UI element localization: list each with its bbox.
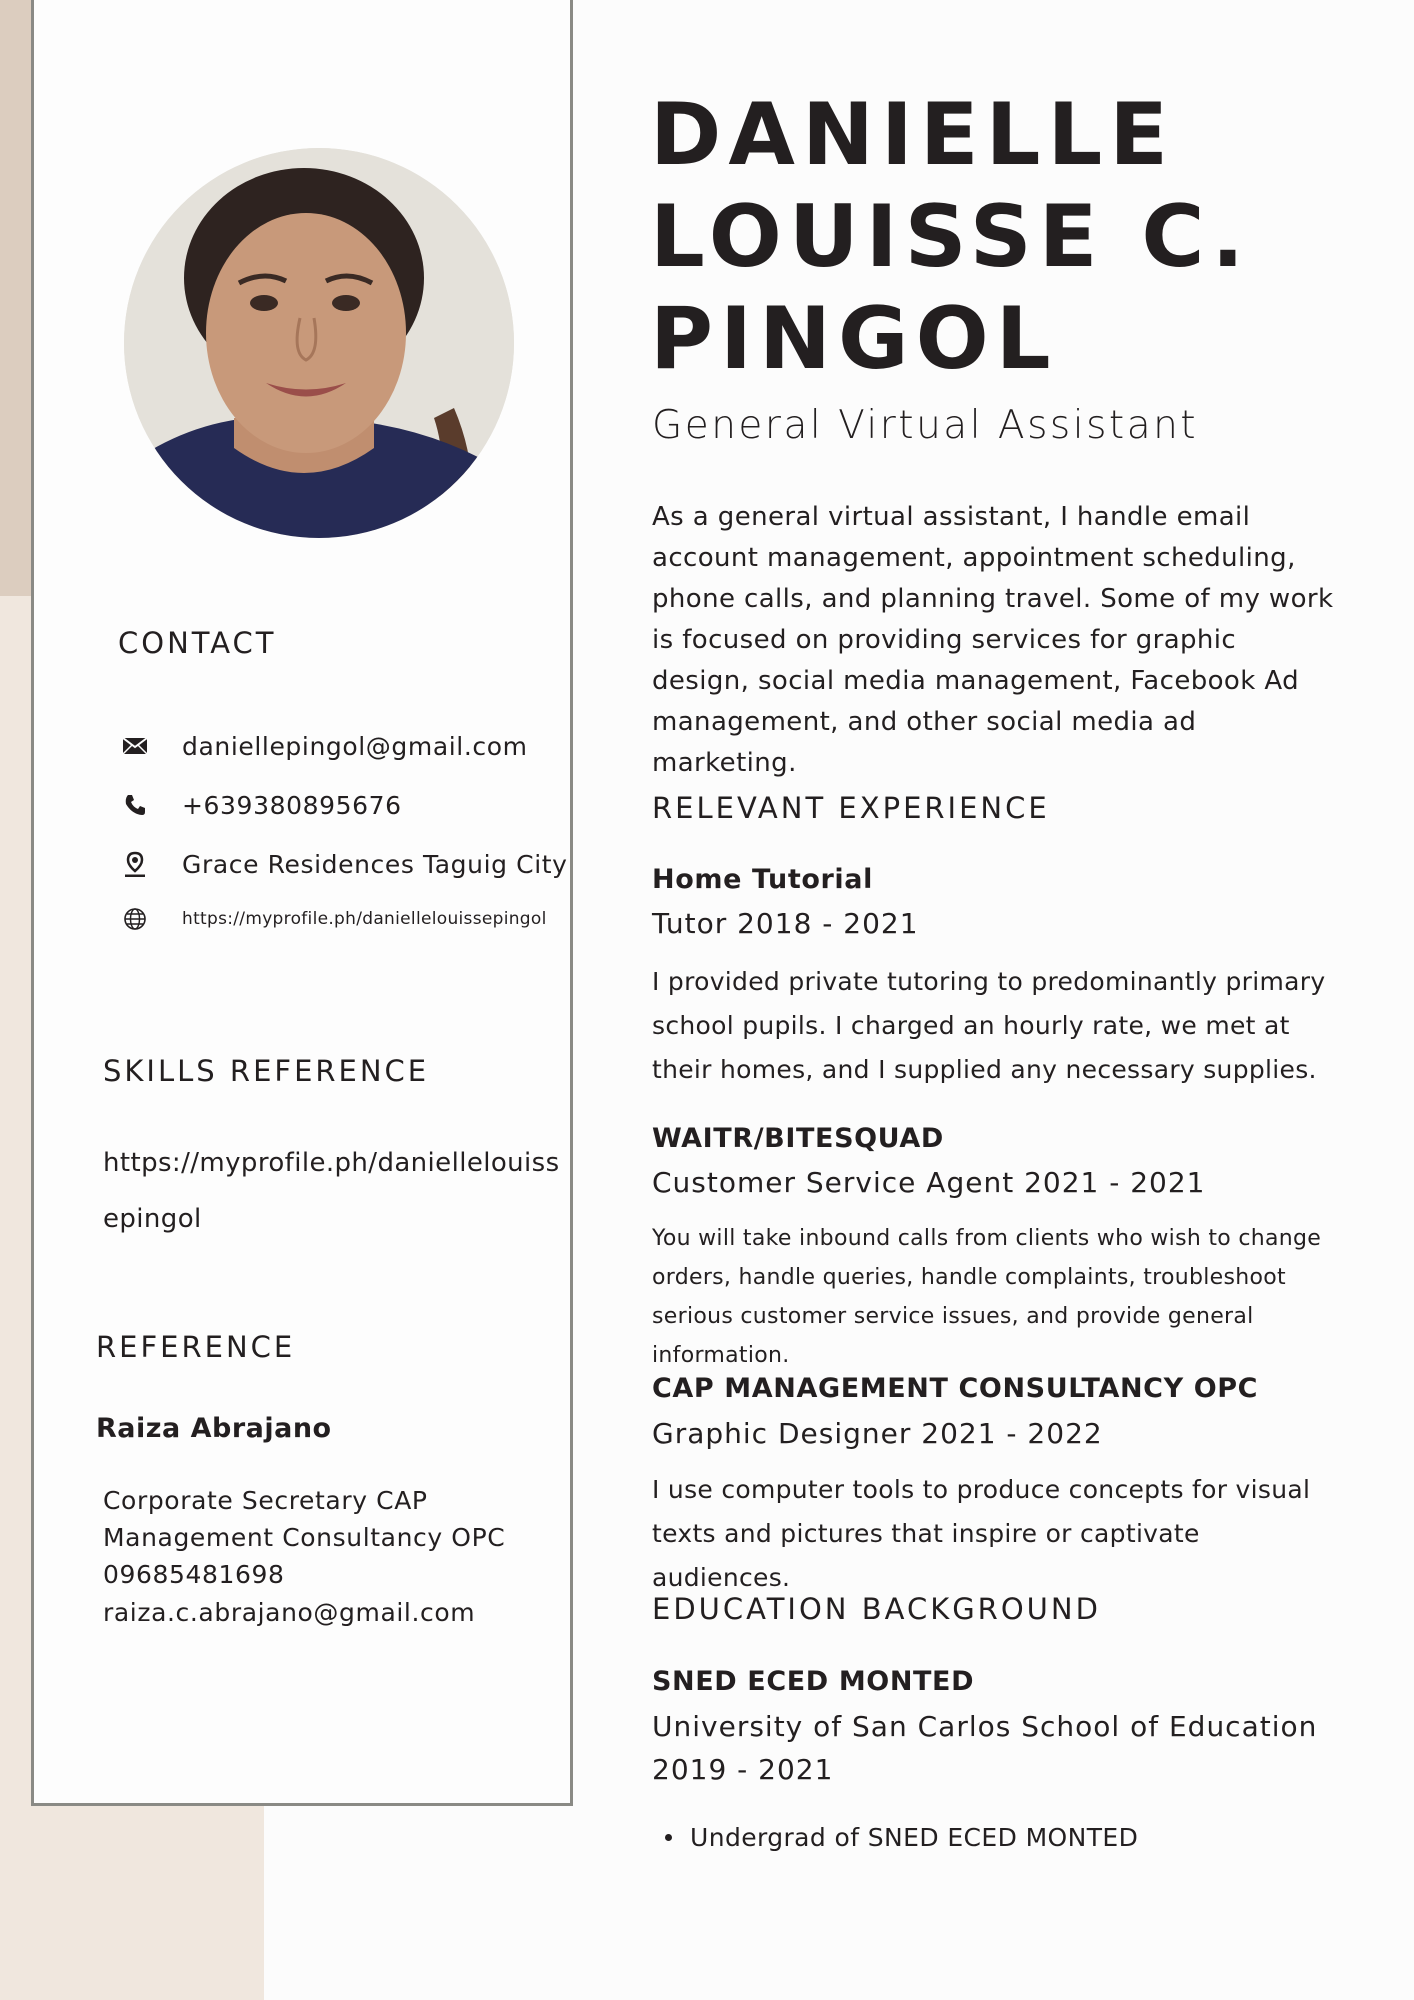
job-subtitle: Graphic Designer 2021 - 2022 xyxy=(652,1417,1103,1450)
reference-email: raiza.c.abrajano@gmail.com xyxy=(103,1598,476,1627)
name-line-3: PINGOL xyxy=(650,289,1058,389)
contact-email xyxy=(120,731,528,761)
name-line-1: DANIELLE xyxy=(650,85,1176,185)
name-line-2: LOUISSE C. xyxy=(650,187,1252,287)
reference-name: Raiza Abrajano xyxy=(96,1413,332,1444)
education-degree: SNED ECED MONTED xyxy=(652,1666,975,1697)
website-link[interactable]: https://myprofile.ph/daniellelouissepingol xyxy=(182,909,547,929)
job-subtitle: Tutor 2018 - 2021 xyxy=(652,907,919,940)
contact-heading: CONTACT xyxy=(118,626,277,660)
education-school: University of San Carlos School of Education xyxy=(652,1710,1318,1743)
list-item xyxy=(665,1823,1138,1852)
email-text[interactable]: daniellepingol@gmail.com xyxy=(182,731,528,761)
phone-icon xyxy=(120,790,150,820)
globe-icon xyxy=(120,904,150,934)
job-subtitle: Customer Service Agent 2021 - 2021 xyxy=(652,1166,1206,1199)
address-text: Grace Residences Taguig City xyxy=(182,849,568,879)
skills-link[interactable]: https://myprofile.ph/daniellelouissepingol xyxy=(103,1148,560,1234)
phone-text[interactable]: +639380895676 xyxy=(182,790,402,820)
background-accent-strip xyxy=(0,0,33,596)
job-description: You will take inbound calls from clients who wish to change orders, handle queries, handle complaints, troubleshoot serious customer service issues, and provide general information. xyxy=(652,1226,1322,1368)
skills-heading: SKILLS REFERENCE xyxy=(103,1054,430,1088)
education-bullet-text: Undergrad of SNED ECED MONTED xyxy=(690,1823,1139,1852)
job-description: I provided private tutoring to predominantly primary school pupils. I charged an hourly rate, we met at their homes, and I supplied any necessary supplies. xyxy=(652,967,1326,1084)
contact-website xyxy=(120,904,547,934)
contact-address xyxy=(120,849,568,879)
job-role-title: General Virtual Assistant xyxy=(652,403,1199,448)
profile-summary: As a general virtual assistant, I handle email account management, appointment scheduling, phone calls, and planning travel. Some of my work is focused on providing services for graphic design, social media management, Facebook Ad management, and other social media ad marketing. xyxy=(652,502,1334,778)
education-years: 2019 - 2021 xyxy=(652,1753,834,1786)
contact-phone xyxy=(120,790,402,820)
mail-icon xyxy=(120,731,150,761)
job-description: I use computer tools to produce concepts for visual texts and pictures that inspire or captivate audiences. xyxy=(652,1475,1311,1592)
reference-company: Management Consultancy OPC xyxy=(103,1523,506,1552)
location-pin-icon xyxy=(120,849,150,879)
reference-position: Corporate Secretary CAP xyxy=(103,1486,428,1515)
profile-photo xyxy=(124,148,514,538)
job-title: WAITR/BITESQUAD xyxy=(652,1123,944,1154)
bullet-icon xyxy=(665,1834,672,1841)
education-heading: EDUCATION BACKGROUND xyxy=(652,1592,1101,1626)
job-title: CAP MANAGEMENT CONSULTANCY OPC xyxy=(652,1373,1259,1404)
experience-heading: RELEVANT EXPERIENCE xyxy=(652,791,1050,825)
reference-phone: 09685481698 xyxy=(103,1560,285,1589)
job-title: Home Tutorial xyxy=(652,864,873,895)
reference-heading: REFERENCE xyxy=(96,1330,296,1364)
